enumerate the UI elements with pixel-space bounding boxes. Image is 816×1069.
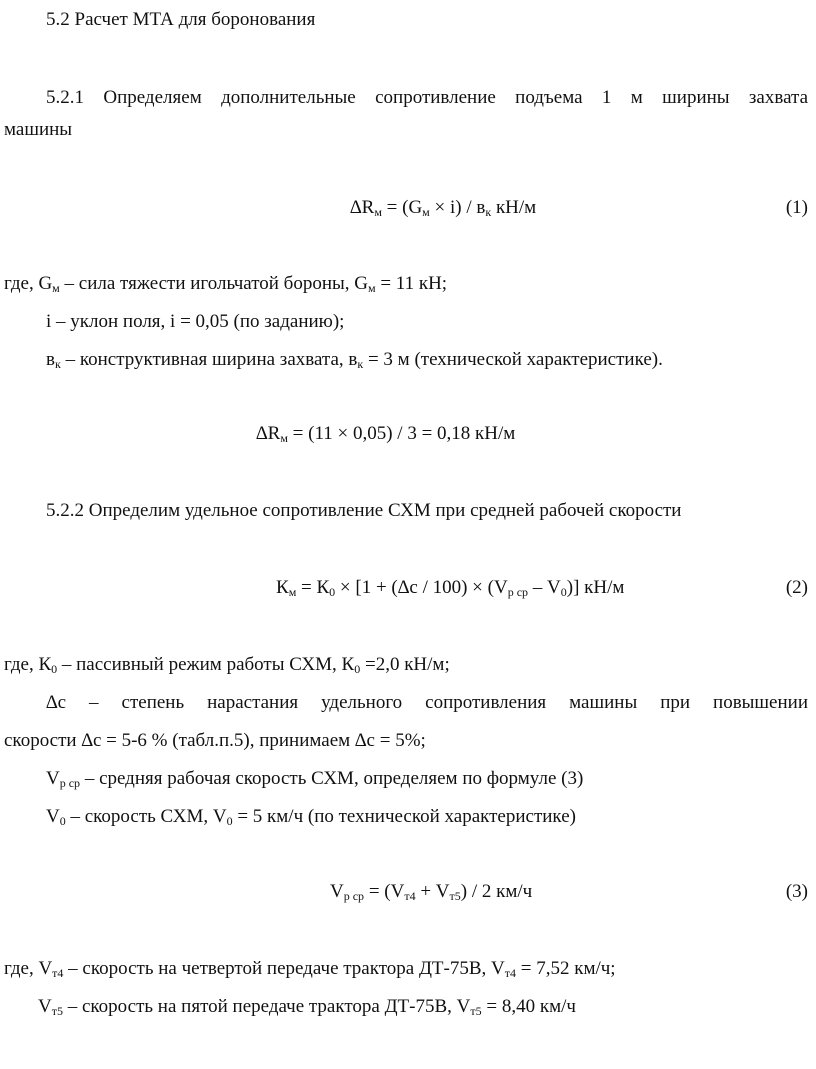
calculation-1: $\Delta R_м = (11 \times 0,05) / 3 = 0,18$ кН/м	[256, 423, 516, 445]
definition-b: $в_к$ – конструктивная ширина захвата, $в_к = 3$ м (технической характеристике).	[46, 349, 663, 371]
definition-dc-line1: ∆с – степень нарастания удельного сопротивления машины при повышении	[46, 692, 808, 713]
definition-G: где, $G_м$ – сила тяжести игольчатой бороны, $G_м = 11$ кН;	[4, 273, 448, 295]
equation-number-1: (1)	[785, 197, 808, 218]
definition-Vpsr: $V_{р ср}$ – средняя рабочая скорость СХМ, определяем по формуле (3)	[46, 768, 584, 790]
paragraph-5-2-1-line1: 5.2.1 Определяем дополнительные сопротивление подъема 1 м ширины захвата	[46, 87, 808, 108]
equation-number-3: (3)	[785, 881, 808, 902]
formula-2: $К_м = К_0 \times [1 + (\Delta с / 100) \times (V_{р ср} - V_0)]$ кН/м	[276, 577, 625, 599]
definition-V0: $V_0$ – скорость СХМ, $V_0 = 5$ км/ч (по технической характеристике)	[46, 806, 576, 828]
definition-Vt4: где, $V_{т4}$ – скорость на четвертой передаче трактора ДТ-75В, $V_{т4} = 7,52$ км/ч;	[4, 958, 616, 980]
definition-i: i – уклон поля, i = 0,05 (по заданию);	[46, 311, 345, 332]
definition-K0: где, $К_0$ – пассивный режим работы СХМ, $К_0 =2,0$ кН/м;	[4, 654, 450, 676]
section-heading: 5.2 Расчет МТА для боронования	[46, 9, 316, 30]
definition-dc-line2: скорости ∆с = 5-6 % (табл.п.5), принимаем ∆с = 5%;	[4, 730, 426, 751]
paragraph-5-2-2: 5.2.2 Определим удельное сопротивление СХМ при средней рабочей скорости	[46, 500, 682, 521]
equation-number-2: (2)	[785, 577, 808, 598]
definition-Vt5: $V_{т5}$ – скорость на пятой передаче трактора ДТ-75В, $V_{т5} = 8,40$ км/ч	[38, 996, 576, 1018]
formula-1: $\Delta R_м = (G_м \times i) / в_к$ кН/м	[350, 197, 537, 219]
paragraph-5-2-1-line2: машины	[4, 119, 73, 140]
formula-3: $V_{р ср} = (V_{т4} + V_{т5}) / 2$ км/ч	[330, 881, 533, 903]
